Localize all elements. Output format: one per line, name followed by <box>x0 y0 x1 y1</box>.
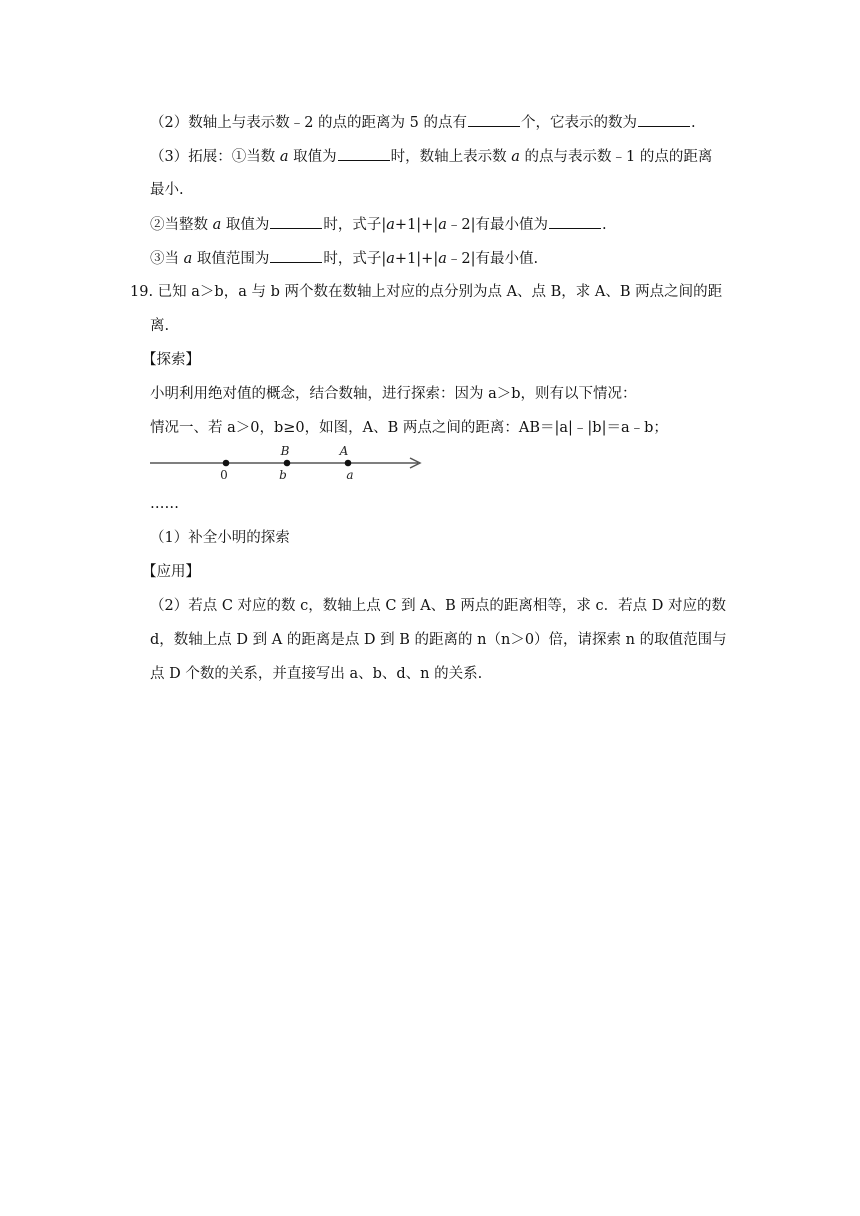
q19-stem-line1 <box>130 282 722 302</box>
expr-part: +1|+| <box>394 251 439 267</box>
explore-intro: 小明利用绝对值的概念，结合数轴，进行探索：因为 a＞b，则有以下情况： <box>150 386 637 402</box>
q18-sub3-mid2: 时，式子| <box>323 251 387 267</box>
q18-part2-mid: 个，它表示的数为 <box>521 115 638 131</box>
q18-part3-sub2 <box>150 214 607 235</box>
q18-part3-mid3: 的点与表示数﹣1 的点的距离 <box>519 149 713 165</box>
var-a: a <box>511 149 520 165</box>
apply-heading: 【应用】 <box>142 564 200 580</box>
q19-stem-line2: 离. <box>150 318 170 334</box>
q18-part2 <box>150 112 696 133</box>
q19-part2-line2: d，数轴上点 D 到 A 的距离是点 D 到 B 的距离的 n（n＞0）倍，请探索 n 的取值范围与 <box>150 632 727 648</box>
q18-part3-line1 <box>150 146 712 167</box>
origin-dot <box>223 460 230 467</box>
q19-part2-line1: （2）若点 C 对应的数 c，数轴上点 C 到 A、B 两点的距离相等，求 c．若点 D 对应的数 <box>150 598 726 614</box>
var-a: a <box>183 251 193 267</box>
answer-blank[interactable] <box>638 112 690 127</box>
var-a: a <box>438 251 447 267</box>
q18-sub3-prefix: ③当 <box>150 251 184 267</box>
q18-sub2-prefix: ②当整数 <box>150 217 213 233</box>
question-number: 19. <box>130 284 154 300</box>
point-a-lower-label: a <box>346 468 354 482</box>
point-b-lower-label: b <box>279 468 287 482</box>
q19-part1: （1）补全小明的探索 <box>150 530 290 546</box>
var-a: a <box>386 251 395 267</box>
point-a-dot <box>345 460 352 467</box>
q18-sub2-mid1: 取值为 <box>221 217 270 233</box>
var-a: a <box>212 217 222 233</box>
expr-part: ﹣2|有最小值. <box>446 251 539 267</box>
q19-part2-line3: 点 D 个数的关系，并直接写出 a、b、d、n 的关系. <box>150 666 483 682</box>
q18-part2-prefix: （2）数轴上与表示数﹣2 的点的距离为 5 的点有 <box>150 115 468 131</box>
ellipsis: …… <box>150 496 179 512</box>
q18-part2-end: . <box>691 115 696 131</box>
var-a: a <box>386 217 395 233</box>
q18-part3-mid1: 取值为 <box>288 149 337 165</box>
q18-part3-line2: 最小. <box>150 182 184 198</box>
point-b-dot <box>284 460 291 467</box>
q19-stem-text: 已知 a＞b，a 与 b 两个数在数轴上对应的点分别为点 A、点 B，求 A、B 两点之间的距 <box>157 284 723 300</box>
q18-part3-sub3 <box>150 248 538 269</box>
answer-blank[interactable] <box>270 248 322 263</box>
point-b-upper-label: B <box>280 444 290 458</box>
q18-sub3-mid1: 取值范围为 <box>192 251 270 267</box>
var-a: a <box>438 217 447 233</box>
expr-part: +1|+| <box>394 217 439 233</box>
q18-sub2-mid2: 时，式子| <box>323 217 387 233</box>
number-line-figure <box>148 442 428 482</box>
point-a-upper-label: A <box>339 444 349 458</box>
q18-part3-mid2: 时，数轴上表示数 <box>390 149 512 165</box>
q18-sub2-end: . <box>602 217 607 233</box>
answer-blank[interactable] <box>468 112 520 127</box>
answer-blank[interactable] <box>270 214 322 229</box>
case1-text: 情况一、若 a＞0，b≥0，如图，A、B 两点之间的距离：AB＝|a|﹣|b|＝a﹣b； <box>150 420 668 436</box>
origin-label: 0 <box>220 468 228 482</box>
expr-part: ﹣2|有最小值为 <box>446 217 548 233</box>
explore-heading: 【探索】 <box>142 352 200 368</box>
q18-part3-prefix: （3）拓展：①当数 <box>150 149 280 165</box>
var-a: a <box>279 149 289 165</box>
answer-blank[interactable] <box>338 146 390 161</box>
answer-blank[interactable] <box>549 214 601 229</box>
